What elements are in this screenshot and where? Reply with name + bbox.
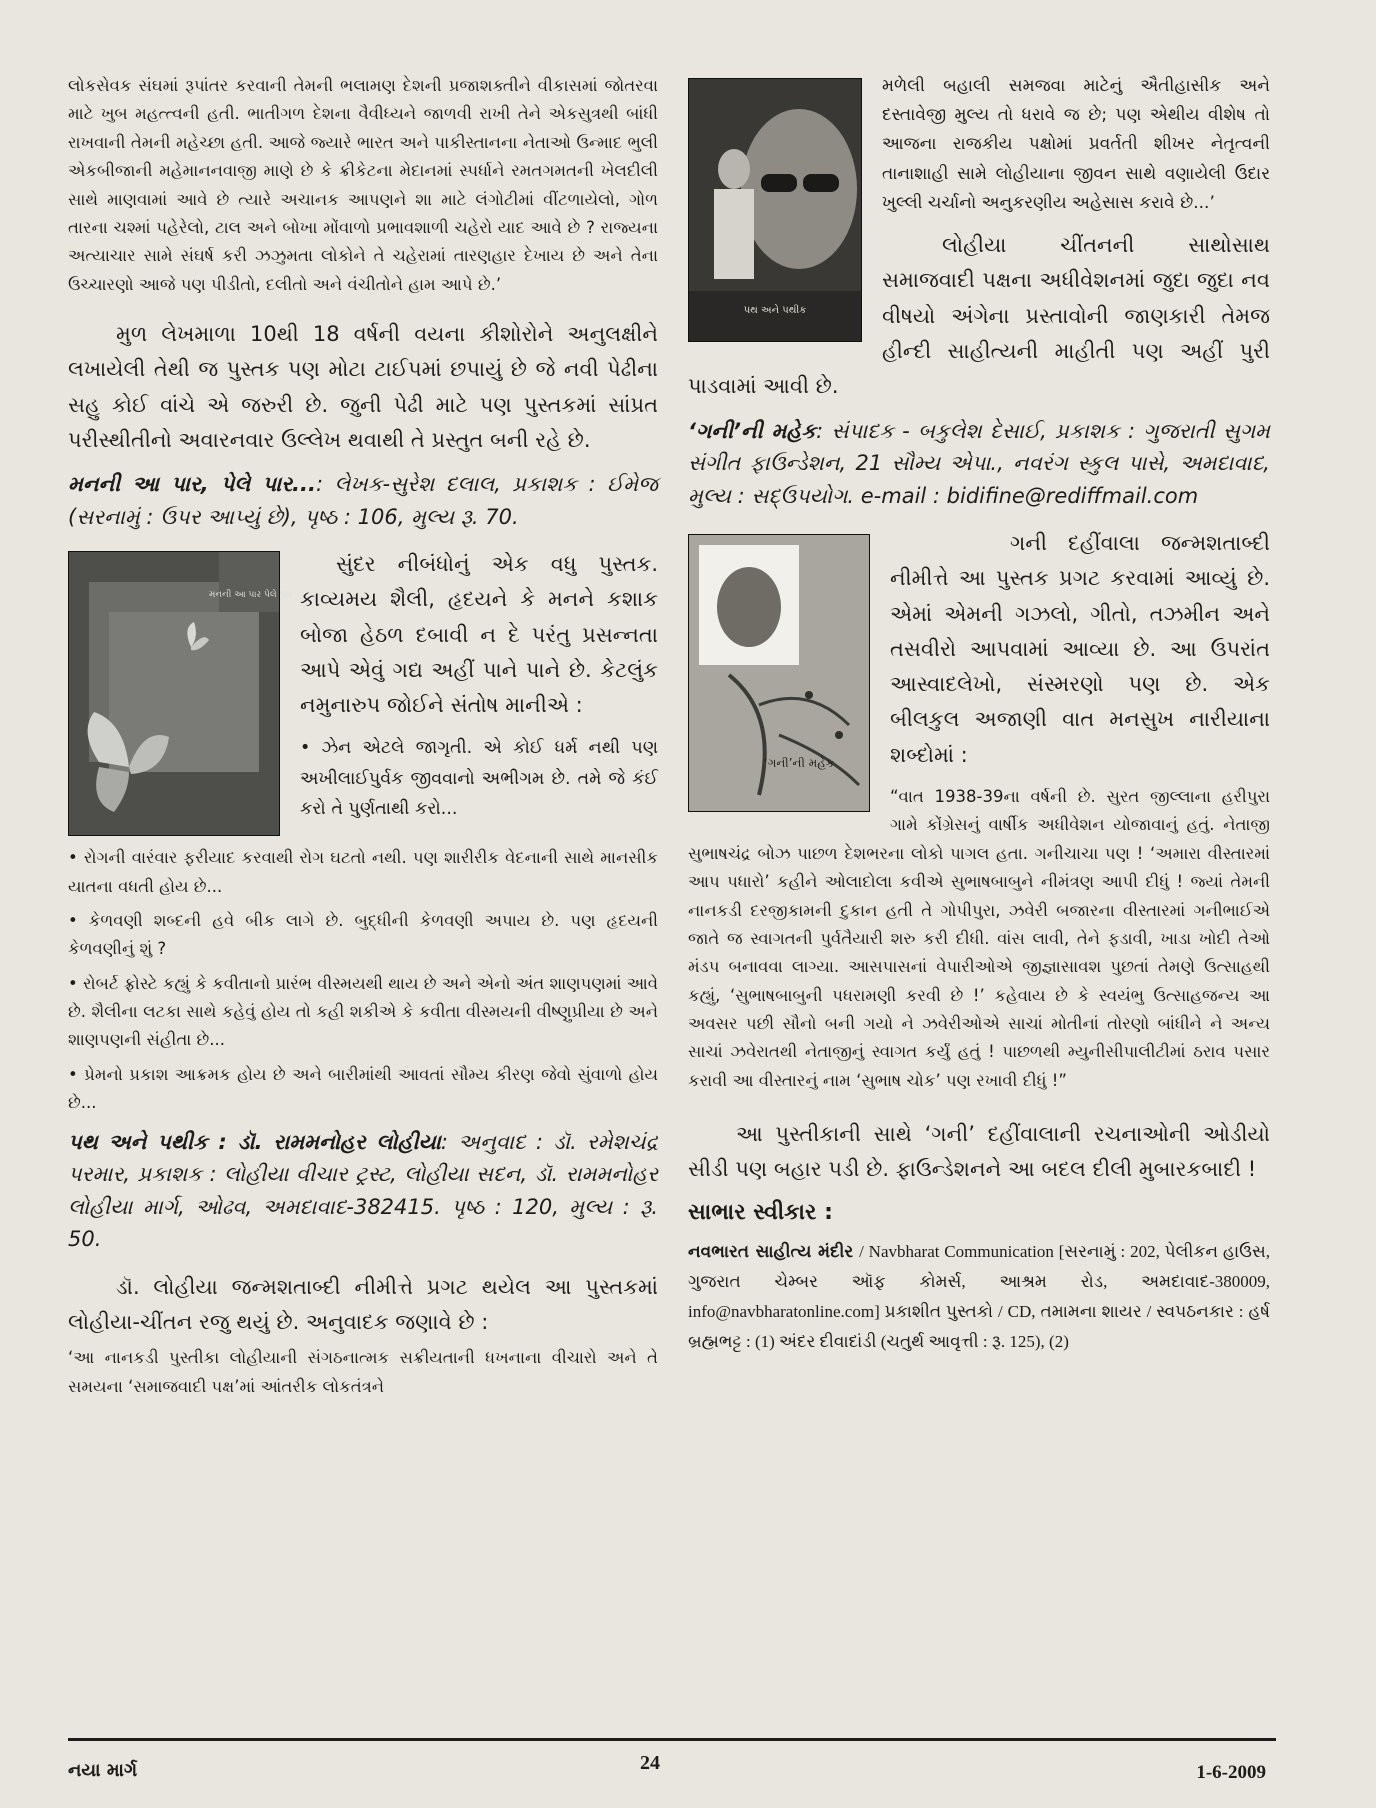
book2-details: : લેખક-સુરેશ દલાલ, પ્રકાશક : ઈમેજ (સરનામું : ઉપર આપ્યું છે), પૃષ્ઠ : 106, મુલ્ય રૂ. 70.	[68, 472, 658, 529]
lohiya-portrait-cover	[689, 79, 861, 341]
book3-cover-image	[688, 78, 862, 342]
book4-para: ગની દહીંવાલા જન્મશતાબ્દી નીમીત્તે આ પુસ્તક પ્રગટ કરવામાં આવ્યું છે. એમાં એમની ગઝલો, ગીતો, તઝમીન અને તસવીરો આપવામાં આવ્યા છે. આ ઉપરાંત આસ્વાદલેખો, સંસ્મરણો પણ છે. એક બીલકુલ અજાણી વાત મનસુખ નારીયાના શબ્દોમાં :	[890, 531, 1270, 767]
footer-divider	[68, 1738, 1276, 1741]
book4-quote: “વાત 1938-39ના વર્ષની છે. સુરત જીલ્લાના હરીપુરા ગામે કોંગ્રેસનું વાર્ષીક અધીવેશન યોજાવાનું હતું. નેતાજી સુભાષચંદ્ર બોઝ પાછળ દેશભરના લોકો પાગલ હતા. ગનીચાચા પણ ! ‘અમારા વીસ્તારમાં આપ પધારો’ કહીને ઓલાદોલા કવીએ સુભાષબાબુને નીમંત્રણ આપી દીધું ! જ્યાં તેમની નાનકડી દરજીકામની દુકાન હતી તે ગોપીપુરા, ઝવેરી બજારના વીસ્તારમાં ગનીભાઈએ જાતે જ સ્વાગતની પુર્વતૈયારી શરુ કરી દીધી. વાંસ લાવી, તેને ફડાવી, ખાડા ખોદી તેઓ મંડપ બનાવવા લાગ્યા. આસપાસનાં વેપારીઓએ જીજ્ઞાસાવશ પુછતાં તેમણે ઉત્સાહથી કહ્યું, ‘સુભાષબાબુની પધરામણી કરવી છે !’ કહેવાય છે કે સ્વયંભુ ઉત્સાહજન્ય આ અવસર પછી સૌનો બની ગયો ને ઝવેરીઓએ સાચાં મોતીનાં તોરણો બાંધીને ને અન્ય સાચાં ઝવેરાતથી નેતાજીનું સ્વાગત કર્યું હતું ! પાછળથી મ્યુનીસીપાલીટીમાં ઠરાવ પસાર કરાવી આ વીસ્તારનું નામ ‘સુભાષ ચોક’ પણ રખાવી દીધું !”	[688, 787, 1270, 1090]
left-para-2: મુળ લેખમાળા 10થી 18 વર્ષની વયના કીશોરોને અનુલક્ષીને લખાયેલી તેથી જ પુસ્તક પણ મોટા ટાઈપમાં છપાયું છે જે નવી પેઢીના સહુ કોઈ વાંચે એ જરુરી છે. જુની પેઢી માટે પણ પુસ્તકમાં સાંપ્રત પરીસ્થીતીનો અવારનવાર ઉલ્લેખ થવાથી તે પ્રસ્તુત બની રહે છે.	[68, 322, 658, 452]
book4-cover-image	[688, 534, 870, 812]
book3-para: ડૉ. લોહીયા જન્મશતાબ્દી નીમીત્તે પ્રગટ થયેલ આ પુસ્તકમાં લોહીયા-ચીંતન રજુ થયું છે. અનુવાદક જણાવે છે :	[68, 1274, 658, 1334]
ack-details: / Navbharat Communication [સરનામું : 202, પેલીકન હાઉસ, ગુજરાત ચેમ્બર ઑફ કોમર્સ, આશ્રમ રોડ, અમદાવાદ-380009, info@navbharatonline.com] પ્રકાશીત પુસ્તકો / CD, તમામના શાયર / સ્વપઠનકાર : હર્ષ બ્રહ્મભટ્ટ : (1) અંદર દીવાદાંડી (ચતુર્થ આવૃત્તી : રૂ. 125), (2)	[688, 1241, 1270, 1352]
book2-cover-text: મનની આ પાર પેલે પાર	[209, 590, 293, 601]
book2-title: મનની આ પાર, પેલે પાર...	[68, 472, 316, 497]
book2-bullet-2: • રોગની વારંવાર ફરીયાદ કરવાથી રોગ ઘટતો નથી. પણ શારીરીક વેદનાની સાથે માનસીક યાતના વધતી હોય છે...	[68, 848, 658, 896]
left-para-1: લોકસેવક સંઘમાં રૂપાંતર કરવાની તેમની ભલામણ દેશની પ્રજાશક્તીને વીકાસમાં જોતરવા માટે ખુબ મહત્ત્વની હતી. ભાતીગળ દેશના વૈવીધ્યને જાળવી રાખી તેને એકસુત્રથી બાંધી રાખવાની તેમની મહેચ્છા હતી. આજે જ્યારે ભારત અને પાકીસ્તાનના નેતાઓ ઉન્માદ ભુલી એકબીજાની મહેમાનનવાજી માણે છે કે ક્રીકેટના મેદાનમાં સ્પર્ધાને રમતગમતની ખેલદીલી સાથે માણવામાં આવે છે ત્યારે અચાનક આપણને શા માટે લંગોટીમાં વીંટળાયેલો, ગોળ તારના ચશ્માં પહેરેલો, ટાલ અને બોખા મોંવાળો પ્રભાવશાળી ચહેરો યાદ આવે છે ? રાજ્યના અત્યાચાર સામે સંઘર્ષ કરી ઝઝુમતા લોકોને તે ચહેરામાં તારણહાર દેખાય છે અને તેના ઉચ્ચારણો આજે પણ પીડીતો, દલીતો અને વંચીતોને હામ આપે છે.’	[68, 76, 658, 294]
left-column	[68, 72, 658, 1411]
book2-cover-image	[68, 551, 293, 836]
page-footer	[0, 1738, 1376, 1798]
gani-cover-art	[689, 535, 869, 811]
book3-citation	[68, 1126, 658, 1256]
butterfly-cover-art	[69, 552, 293, 835]
book3-title: પથ અને પથીક : ડૉ. રામમનોહર લોહીયા	[68, 1129, 441, 1154]
book4-details: : સંપાદક - બકુલેશ દેસાઈ, પ્રકાશક : ગુજરાતી સુગમ સંગીત ફાઉન્ડેશન, 21 સૌમ્ય એપા., નવરંગ સ્કુલ પાસે, અમદાવાદ, મુલ્ય : સદ્ઉપયોગ. e-mail : bidifine@rediffmail.com	[688, 418, 1270, 508]
right-para-2: લોહીયા ચીંતનની સાથોસાથ સમાજવાદી પક્ષના અધીવેશનમાં જુદા જુદા નવ વીષયો અંગેના પ્રસ્તાવોની જાણકારી તેમજ હીન્દી સાહીત્યની માહીતી પણ અહીં પુરી પાડવામાં આવી છે.	[688, 233, 1270, 399]
book2-citation	[68, 468, 658, 533]
book4-after: આ પુસ્તીકાની સાથે ‘ગની’ દહીંવાલાની રચનાઓની ઓડીયો સીડી પણ બહાર પડી છે. ફાઉન્ડેશનને આ બદલ દીલી મુબારકબાદી !	[688, 1122, 1270, 1182]
magazine-name: નયા માર્ગ	[68, 1760, 138, 1781]
book3-cover-text: પથ અને પથીક	[743, 305, 807, 316]
book2-bullet-5: • પ્રેમનો પ્રકાશ આક્રમક હોય છે અને બારીમાંથી આવતાં સૌમ્ય કીરણ જેવો સુંવાળો હોય છે...	[68, 1064, 658, 1113]
book4-title: ‘ગની’ની મહેક	[688, 418, 817, 443]
acknowledgement-text	[688, 1237, 1270, 1358]
book4-cover-text: ‘ગની’ની મહેક	[763, 756, 835, 771]
book3-quote: ‘આ નાનકડી પુસ્તીકા લોહીયાની સંગઠનાત્મક સક્રીયતાની ધખનાના વીચારો અને તે સમયના ‘સમાજવાદી પક્ષ’માં આંતરીક લોકતંત્રને	[68, 1348, 658, 1396]
book2-bullet-1: • ઝેન એટલે જાગૃતી. એ કોઈ ધર્મ નથી પણ અખીલાઈપુર્વક જીવવાનો અભીગમ છે. તમે જે કંઈ કરો તે પુર્ણતાથી કરો...	[300, 738, 658, 819]
book4-citation	[688, 415, 1270, 513]
book2-bullet-3: • કેળવણી શબ્દની હવે બીક લાગે છે. બુદ્ધીની કેળવણી અપાય છે. પણ હૃદયની કેળવણીનું શું ?	[68, 910, 658, 959]
book2-bullet-4: • રોબર્ટ ફ્રોસ્ટે કહ્યું કે કવીતાનો પ્રારંભ વીસ્મયથી થાય છે અને એનો અંત શાણપણમાં આવે છે. શૈલીના લટકા સાથે કહેવું હોય તો કહી શકીએ કે કવીતા વીસ્મયની વીષ્ણુપ્રીયા છે અને શાણપણની સંહીતા છે...	[68, 973, 658, 1050]
book2-para: સુંદર નીબંધોનું એક વધુ પુસ્તક. કાવ્યમય શૈલી, હૃદયને કે મનને કશાક બોજા હેઠળ દબાવી ન દે પરંતુ પ્રસન્નતા આપે એવું ગદ્ય અહીં પાને પાને છે. કેટલુંક નમુનારુપ જોઈને સંતોષ માનીએ :	[300, 552, 658, 718]
ack-publisher: નવભારત સાહીત્ય મંદીર	[688, 1241, 854, 1262]
acknowledgement-heading: સાભાર સ્વીકાર :	[688, 1199, 833, 1225]
right-para-1: મળેલી બહાલી સમજવા માટેનું ઐતીહાસીક અને દસ્તાવેજી મુલ્ય તો ધરાવે જ છે; પણ એથીય વીશેષ તો આજના રાજકીય પક્ષોમાં પ્રવર્તતી શીખર નેતૃત્વની તાનાશાહી સામે લોહીયાના જીવન સાથે વણાયેલી ઉદાર ખુલ્લી ચર્ચાનો અનુકરણીય અહેસાસ કરાવે છે...’	[882, 76, 1270, 213]
book3-details: : અનુવાદ : ડૉ. રમેશચંદ્ર પરમાર, પ્રકાશક : લોહીયા વીચાર ટ્રસ્ટ, લોહીયા સદન, ડૉ. રામમનોહર લોહીયા માર્ગ, ઓઢવ, અમદાવાદ-382415. પૃષ્ઠ : 120, મુલ્ય : રૂ. 50.	[68, 1129, 658, 1252]
page-number: 24	[640, 1752, 660, 1774]
right-column	[688, 72, 1270, 1368]
issue-date: 1-6-2009	[1196, 1762, 1266, 1783]
